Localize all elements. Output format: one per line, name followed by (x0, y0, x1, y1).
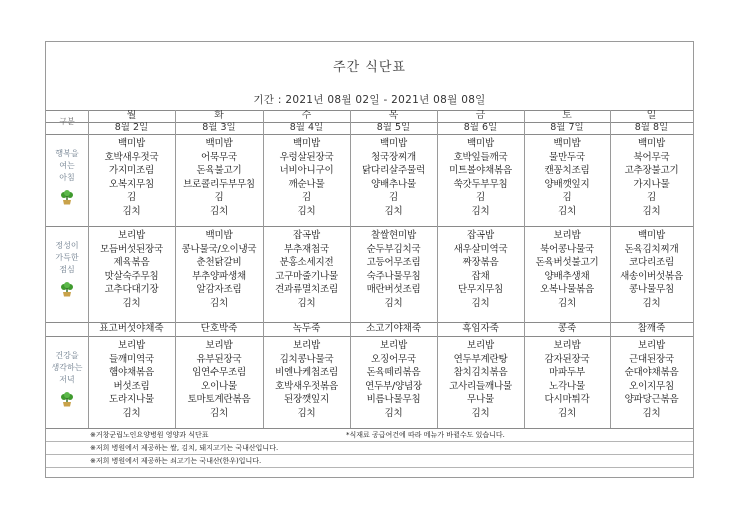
date-header: 8월 7일 (550, 122, 584, 133)
breakfast-menu-cell (88, 134, 175, 226)
menu-item: 김 (647, 192, 656, 204)
dinner-menu-cell (524, 336, 610, 428)
menu-item: 어묵무국 (201, 151, 237, 163)
menu-item: 백미밥 (553, 138, 581, 149)
grid-line-h (46, 441, 693, 442)
grid-line-h (46, 467, 693, 468)
menu-item: 비름나물무침 (366, 394, 421, 406)
menu-item: 백미밥 (293, 138, 320, 149)
breakfast-menu-cell (350, 134, 437, 226)
lunch-menu-cell (524, 226, 610, 322)
menu-item: 너비아니구이 (279, 165, 334, 177)
menu-item: 양파당근볶음 (624, 394, 679, 406)
menu-item: 백미밥 (638, 230, 665, 241)
menu-item: 김치 (471, 407, 490, 419)
menu-item: 보리밥 (553, 230, 581, 241)
menu-item: 보리밥 (118, 230, 145, 241)
menu-item: 김치 (297, 297, 316, 309)
gubun-header: 구분 (59, 117, 75, 126)
menu-item: 김 (214, 192, 224, 204)
menu-item: 호박새우젓국 (104, 151, 159, 163)
menu-item: 된장깻잎지 (284, 394, 329, 406)
menu-item: 임연수무조림 (192, 367, 246, 379)
menu-item: 제육볶음 (113, 257, 150, 269)
menu-item: 버섯조림 (113, 380, 150, 392)
menu-item: 토마토계란볶음 (187, 394, 251, 406)
menu-item: 들깨미역국 (109, 353, 154, 365)
snack-cell: 흑임자죽 (462, 323, 499, 334)
menu-item: 김치 (558, 407, 576, 419)
menu-item: 연두부계란탕 (453, 353, 508, 365)
menu-table (46, 110, 693, 477)
day-header: 토 (562, 110, 572, 121)
menu-item: 고구마줄기나물 (275, 270, 338, 282)
breakfast-menu-cell (437, 134, 524, 226)
section-label-line: 건강을 (55, 351, 79, 360)
period-text: 기간 : 2021년 08월 02일 - 2021년 08월 08일 (253, 94, 486, 106)
day-header: 목 (388, 110, 399, 121)
menu-item: 순두부김치국 (366, 243, 421, 255)
menu-item: 김치 (122, 205, 141, 217)
menu-item: 가지나물 (633, 178, 670, 190)
dinner-menu-cell (350, 336, 437, 428)
section-label-lunch (46, 226, 88, 322)
potted-plant-icon (60, 190, 74, 205)
menu-item: 무나물 (467, 394, 494, 406)
dinner-menu-cell (610, 336, 693, 428)
menu-item: 우렁살된장국 (279, 151, 334, 163)
snack-cell: 소고기야채죽 (365, 323, 422, 334)
menu-item: 백미밥 (638, 138, 665, 149)
menu-item: 춘천닭갈비 (196, 257, 242, 269)
menu-item: 다시마튀각 (544, 394, 590, 406)
footer-hospital-note: ※거창군립노인요양병원 영양과 식단표 (90, 431, 209, 439)
breakfast-menu-cell (610, 134, 693, 226)
menu-item: 도라지나물 (109, 394, 154, 406)
menu-item: 닭다리살주물럭 (362, 165, 425, 177)
menu-item: 부추양파생채 (192, 270, 246, 282)
menu-item: 청국장찌개 (371, 151, 416, 163)
menu-item: 찰쌀현미밥 (371, 230, 416, 241)
menu-item: 김 (476, 192, 485, 204)
day-header: 금 (475, 110, 486, 121)
menu-item: 고등어무조림 (366, 257, 421, 269)
menu-item: 김치 (297, 407, 316, 419)
section-label-line: 가득한 (55, 253, 79, 262)
date-header: 8월 4일 (289, 122, 324, 133)
footer-origin-note-1: ※저희 병원에서 제공하는 쌀, 김치, 돼지고기는 국내산입니다. (90, 444, 279, 452)
menu-item: 연두부/양념장 (365, 380, 422, 392)
section-label-line: 정성이 (55, 241, 79, 250)
menu-item: 보리밥 (467, 340, 494, 351)
menu-item: 호박새우젓볶음 (275, 380, 338, 392)
menu-item: 북어무국 (633, 151, 670, 163)
menu-item: 짜장볶음 (462, 257, 499, 269)
menu-item: 쑥갓두부무침 (453, 178, 508, 190)
day-header: 화 (214, 110, 224, 121)
menu-item: 김치 (384, 407, 403, 419)
menu-item: 오이지무침 (629, 380, 674, 392)
menu-item: 호박잎들깨국 (453, 151, 508, 163)
menu-item: 양배추생채 (544, 270, 590, 282)
breakfast-menu-cell (175, 134, 263, 226)
menu-item: 김치 (471, 297, 490, 309)
potted-plant-icon (60, 282, 74, 297)
page-title: 주간 식단표 (333, 60, 406, 75)
menu-item: 보리밥 (380, 340, 407, 351)
menu-item: 비엔나케첩조림 (275, 367, 338, 379)
section-label-line: 행복을 (55, 149, 79, 158)
section-label-line: 저녁 (59, 375, 75, 384)
potted-plant-icon (60, 392, 74, 407)
menu-item: 잡곡밥 (467, 230, 494, 241)
grid-line-h (46, 454, 693, 455)
menu-item: 새송이버섯볶음 (620, 270, 683, 282)
menu-item: 김 (302, 192, 311, 204)
menu-item: 돈육불고기 (196, 165, 242, 177)
menu-item: 보리밥 (205, 340, 233, 351)
menu-item: 보리밥 (118, 340, 145, 351)
menu-item: 김치 (558, 205, 576, 217)
day-header: 수 (301, 110, 312, 121)
menu-item: 고사리들깨나물 (449, 380, 512, 392)
menu-item: 김치 (642, 205, 661, 217)
dinner-menu-cell (88, 336, 175, 428)
dinner-menu-cell (263, 336, 350, 428)
menu-item: 양배추나물 (371, 178, 416, 190)
lunch-menu-cell (350, 226, 437, 322)
menu-item: 양배깻잎지 (544, 178, 590, 190)
menu-item: 북어콩나물국 (540, 243, 594, 255)
menu-item: 김치 (122, 407, 141, 419)
menu-item: 브로콜리두부무침 (183, 178, 255, 190)
menu-item: 김치 (210, 205, 228, 217)
lunch-menu-cell (437, 226, 524, 322)
menu-item: 오징어무국 (371, 353, 416, 365)
menu-item: 마파두부 (549, 367, 585, 379)
menu-item: 알감자조림 (196, 284, 242, 296)
menu-item: 오복지무침 (109, 178, 154, 190)
menu-item: 고추다대기장 (104, 284, 159, 296)
menu-item: 미트볼야채볶음 (449, 165, 512, 177)
menu-item: 단무지무침 (458, 284, 503, 296)
menu-item: 김치 (384, 205, 403, 217)
footer-supply-note: *식재료 공급여건에 따라 메뉴가 바뀔수도 있습니다. (346, 431, 505, 439)
date-header: 8월 6일 (463, 122, 498, 133)
snack-cell: 표고버섯야채죽 (99, 323, 164, 334)
menu-item: 유부된장국 (196, 353, 242, 365)
menu-item: 김치 (122, 297, 141, 309)
menu-item: 감자된장국 (544, 353, 590, 365)
day-header: 월 (126, 110, 137, 121)
day-header: 일 (646, 110, 657, 121)
footer-origin-note-2: ※저희 병원에서 제공하는 쇠고기는 국내산(한우)입니다. (90, 457, 262, 465)
menu-item: 순대야채볶음 (624, 367, 679, 379)
menu-item: 김 (389, 192, 398, 204)
section-label-line: 여는 (59, 161, 75, 170)
menu-sheet (45, 41, 694, 478)
menu-item: 보리밥 (638, 340, 665, 351)
menu-item: 백미밥 (380, 138, 407, 149)
menu-item: 부추재첩국 (284, 243, 329, 255)
dinner-menu-cell (437, 336, 524, 428)
menu-item: 보리밥 (293, 340, 320, 351)
menu-item: 햄야채볶음 (109, 367, 154, 379)
snack-cell: 콩죽 (557, 323, 577, 334)
lunch-menu-cell (610, 226, 693, 322)
breakfast-menu-cell (263, 134, 350, 226)
section-label-line: 아침 (59, 173, 75, 182)
menu-item: 매란버섯조림 (366, 284, 421, 296)
menu-item: 김 (127, 192, 136, 204)
snack-cell: 단호박죽 (200, 323, 238, 334)
menu-item: 새우살미역국 (453, 243, 508, 255)
lunch-menu-cell (263, 226, 350, 322)
menu-item: 콩나물무침 (629, 284, 674, 296)
menu-item: 견과류멸치조림 (275, 284, 338, 296)
date-header: 8월 5일 (376, 122, 411, 133)
menu-item: 백미밥 (205, 138, 233, 149)
menu-item: 물만두국 (549, 151, 585, 163)
menu-item: 돈육떼리볶음 (366, 367, 421, 379)
menu-item: 보리밥 (553, 340, 581, 351)
menu-item: 노각나물 (549, 380, 585, 392)
menu-item: 가지미조림 (109, 165, 154, 177)
menu-item: 김치 (384, 297, 403, 309)
menu-item: 근대된장국 (629, 353, 674, 365)
menu-item: 돈육김치찌개 (624, 243, 679, 255)
section-label-breakfast (46, 134, 88, 226)
menu-item: 분홍소세지전 (279, 257, 334, 269)
menu-item: 콩나물국/오이냉국 (181, 243, 257, 255)
menu-item: 백미밥 (118, 138, 145, 149)
menu-item: 김치 (210, 297, 228, 309)
menu-item: 김치 (558, 297, 576, 309)
section-label-line: 점심 (59, 265, 75, 274)
menu-item: 김치 (642, 407, 661, 419)
menu-item: 김치 (642, 297, 661, 309)
section-label-line: 생각하는 (51, 363, 83, 372)
menu-item: 캔꽁치조림 (544, 165, 590, 177)
dinner-menu-cell (175, 336, 263, 428)
menu-item: 백미밥 (205, 230, 233, 241)
menu-item: 잡곡밥 (293, 230, 320, 241)
snack-cell: 참깨죽 (637, 323, 666, 334)
date-header: 8월 8일 (634, 122, 669, 133)
menu-item: 김치 (471, 205, 490, 217)
menu-item: 돈육버섯불고기 (535, 257, 599, 269)
menu-item: 맛살숙주무침 (104, 270, 159, 282)
menu-item: 오이나물 (201, 380, 237, 392)
date-header: 8월 3일 (202, 122, 236, 133)
menu-item: 숙주나물무침 (366, 270, 421, 282)
menu-item: 백미밥 (467, 138, 494, 149)
menu-item: 깨순나물 (288, 178, 325, 190)
lunch-menu-cell (175, 226, 263, 322)
menu-item: 고추장불고기 (624, 165, 679, 177)
menu-item: 코다리조림 (629, 257, 674, 269)
menu-item: 참치김치볶음 (453, 367, 508, 379)
grid-line-h (46, 428, 693, 429)
menu-item: 김치콩나물국 (279, 353, 334, 365)
snack-cell: 녹두죽 (292, 323, 321, 334)
menu-item: 김치 (297, 205, 316, 217)
breakfast-menu-cell (524, 134, 610, 226)
menu-item: 김 (562, 192, 572, 204)
menu-item: 모듬버섯된장국 (100, 243, 163, 255)
section-label-dinner (46, 336, 88, 428)
lunch-menu-cell (88, 226, 175, 322)
date-header: 8월 2일 (114, 122, 149, 133)
menu-item: 김치 (210, 407, 228, 419)
menu-item: 오복나물볶음 (540, 284, 594, 296)
menu-item: 잡채 (471, 270, 490, 282)
